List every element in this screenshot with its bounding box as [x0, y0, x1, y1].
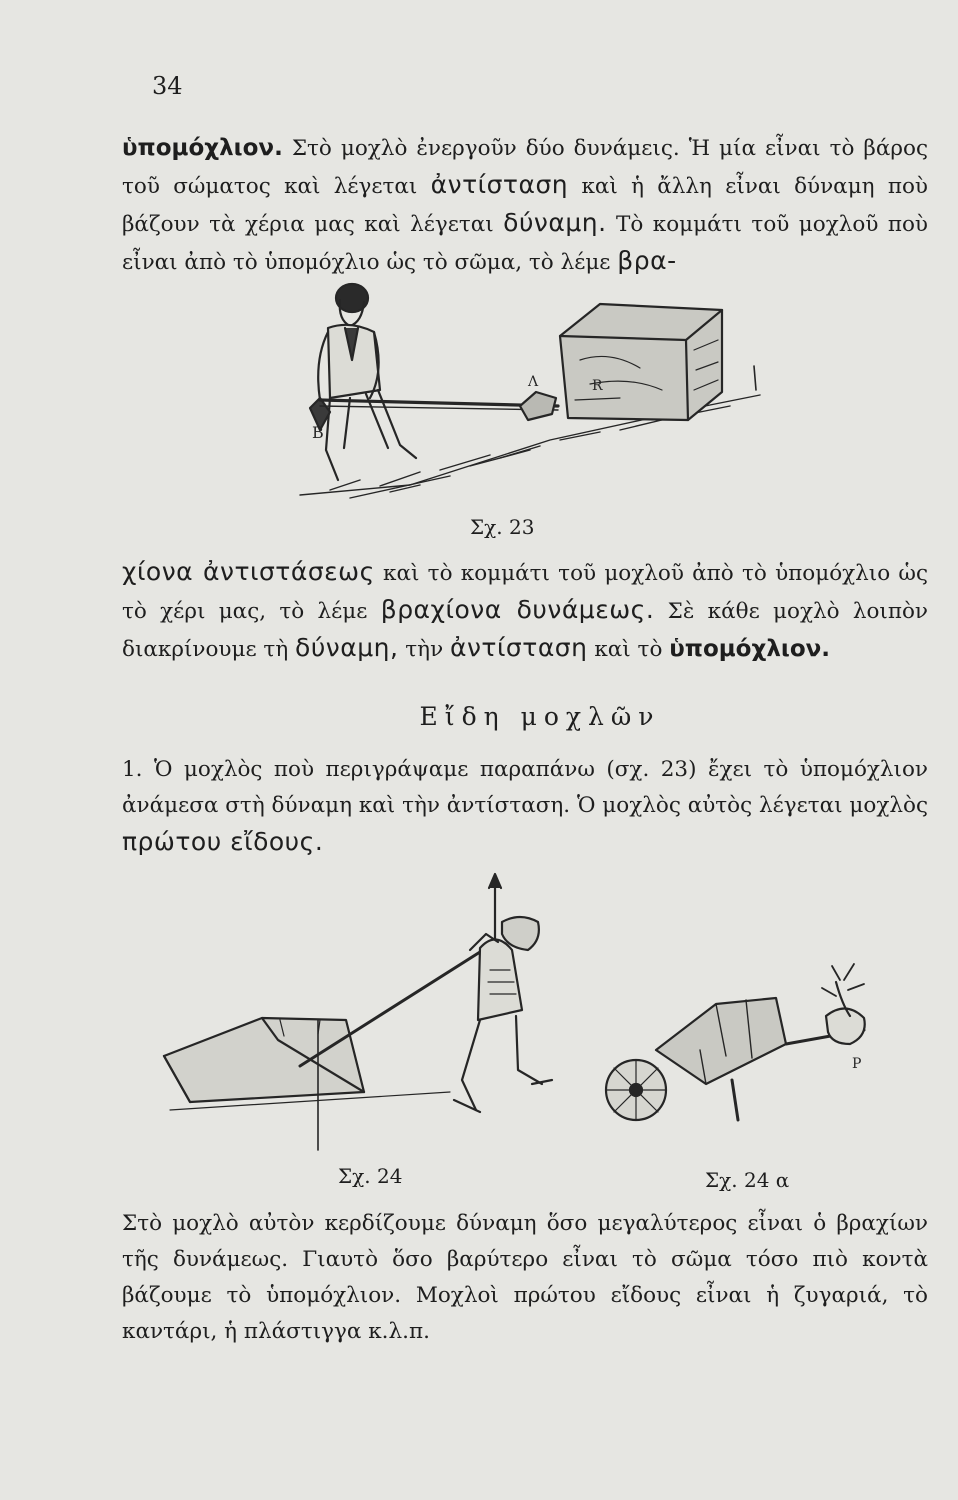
term-arm-start: βρα-: [617, 246, 677, 275]
man-figure: [310, 284, 416, 480]
figure-23-caption: Σχ. 23: [470, 515, 535, 539]
cart-box: [164, 1018, 364, 1102]
term-fulcrum: ὑπομόχλιον.: [669, 636, 831, 662]
text: 1. Ὁ μοχλὸς ποὺ περιγράψαμε παραπάνω (σχ. 23) ἔχει τὸ ὑπομόχλιον ἀνάμεσα στὴ δύναμη καὶ τὴν ἀντίσταση. Ὁ μοχλὸς αὐτὸς λέγεται μοχλὸς: [122, 757, 928, 818]
figure-24-caption: Σχ. 24: [338, 1164, 403, 1188]
text: Στὸ μοχλὸ ἐνεργοῦν δύο δυνάμεις. Ἡ μία εἶναι τὸ βάρος τοῦ σώματος καὶ λέγεται: [122, 136, 928, 199]
term-resistance: ἀντίσταση: [430, 170, 569, 199]
term-force-arm: βραχίονα δυνάμεως.: [380, 595, 655, 624]
force-tick: [754, 366, 756, 390]
text: Σὲ κάθε μοχλὸ λοιπὸν διακρίνουμε τὴ: [122, 599, 928, 662]
wheel: [606, 1060, 666, 1120]
section-heading: Εἴδη μοχλῶν: [419, 702, 661, 731]
term-resistance: ἀντίσταση: [449, 633, 588, 662]
fig23-label-r: R: [592, 378, 603, 394]
figure-24a-caption: Σχ. 24 α: [705, 1168, 790, 1192]
fig24a-label-p: P: [852, 1056, 862, 1072]
text: καὶ τὸ κομμάτι τοῦ μοχλοῦ ἀπὸ τὸ ὑπομόχλιο ὡς τὸ χέρι μας, τὸ λέμε: [122, 561, 928, 624]
term-first-kind: πρώτου εἴδους.: [122, 827, 324, 856]
paragraph-2: [122, 554, 928, 668]
term-force: δύναμη,: [295, 633, 399, 662]
paragraph-4: Στὸ μοχλὸ αὐτὸν κερδίζουμε δύναμη ὅσο μεγαλύτερος εἶναι ὁ βραχίων τῆς δυνάμεως. Γιαυτὸ ὅσο βαρύτερο εἶναι τὸ σῶμα τόσο πιὸ κοντὰ βάζουμε τὸ ὑπομόχλιον. Μοχλοὶ πρώτου εἴδους εἶναι ἡ ζυγαριά, τὸ καντάρι, ἡ πλάστιγγα κ.λ.π.: [122, 1211, 928, 1344]
man-figure: [454, 917, 552, 1112]
lever-shaft: [300, 952, 480, 1066]
term-force: δύναμη.: [503, 208, 607, 237]
term-resistance-arm: χίονα ἀντιστάσεως: [122, 557, 375, 586]
figure-23-illustration: [290, 280, 770, 505]
hand: [822, 964, 865, 1044]
term-fulcrum: ὑπομόχλιον.: [122, 135, 283, 161]
page-number: 34: [152, 72, 183, 100]
fig23-label-b: B: [312, 423, 324, 442]
text: καὶ ἡ ἄλλη εἶναι δύναμη ποὺ βάζουν τὰ χέρια μας καὶ λέγεται: [122, 174, 928, 237]
figure-24-illustration: [150, 870, 570, 1160]
text: τὴν: [398, 637, 450, 662]
figure-24a-illustration: [596, 960, 906, 1170]
text: Τὸ κομμάτι τοῦ μοχλοῦ ποὺ εἶναι ἀπὸ τὸ ὑπομόχλιο ὡς τὸ σῶμα, τὸ λέμε: [122, 212, 929, 275]
text: καὶ τὸ: [587, 637, 670, 662]
fulcrum-stone: [520, 392, 556, 420]
paragraph-3: [122, 752, 928, 862]
fig23-label-a: Λ: [528, 374, 539, 390]
paragraph-1: [122, 130, 928, 281]
stone-block: [560, 304, 722, 420]
